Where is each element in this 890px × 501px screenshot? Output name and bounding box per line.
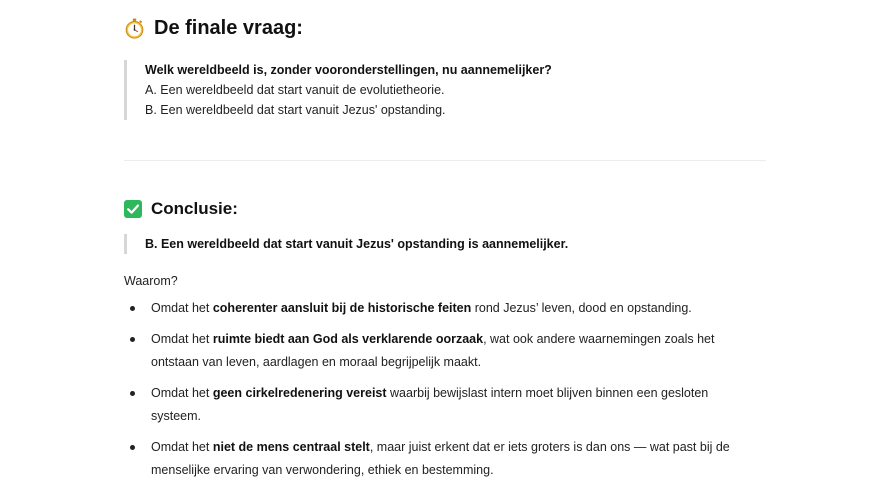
check-mark-icon — [124, 200, 142, 218]
reason-post: rond Jezus’ leven, dood en opstanding. — [471, 301, 692, 315]
bullet-icon — [130, 306, 135, 311]
reason-bold: niet de mens centraal stelt — [212, 440, 370, 454]
finale-title: De finale vraag: — [154, 16, 303, 39]
reason-bold: coherenter aansluit bij de historische feiten — [212, 301, 472, 315]
reason-pre: Omdat het — [151, 440, 213, 454]
reason-pre: Omdat het — [151, 301, 213, 315]
list-item — [124, 436, 754, 482]
bullet-icon — [130, 445, 135, 450]
list-item — [124, 328, 754, 374]
reason-post: waarbij bewijslast intern moet blijven binnen een gesloten systeem. — [151, 386, 709, 423]
reason-bold: geen cirkelredenering vereist — [212, 386, 387, 400]
stopwatch-icon — [124, 18, 145, 39]
list-item — [124, 382, 754, 428]
reason-post: , maar juist erkent dat er iets groters is dan ons — wat past bij de menselijke ervaring van verwondering, ethiek en bestemming. — [151, 440, 730, 477]
list-item — [124, 297, 754, 320]
reason-pre: Omdat het — [151, 386, 213, 400]
option-a: A. Een wereldbeeld dat start vanuit de evolutietheorie. — [145, 83, 445, 97]
question-blockquote — [124, 60, 552, 120]
reason-bold: ruimte biedt aan God als verklarende oorzaak — [212, 332, 484, 346]
finale-heading — [124, 14, 303, 42]
conclusion-blockquote — [124, 234, 568, 254]
conclusie-title: Conclusie: — [151, 199, 238, 218]
conclusion-text: B. Een wereldbeeld dat start vanuit Jezus' opstanding is aannemelijker. — [145, 237, 569, 251]
conclusie-heading — [124, 197, 238, 221]
bullet-icon — [130, 391, 135, 396]
reason-post: , wat ook andere waarnemingen zoals het ontstaan van leven, aardlagen en moraal begrijpelijk maakt. — [151, 332, 715, 369]
option-b: B. Een wereldbeeld dat start vanuit Jezus' opstanding. — [145, 103, 446, 117]
reason-pre: Omdat het — [151, 332, 213, 346]
bullet-icon — [130, 337, 135, 342]
waarom-label: Waarom? — [124, 274, 178, 288]
reasons-list — [124, 297, 754, 490]
section-divider — [124, 160, 766, 161]
question-title: Welk wereldbeeld is, zonder vooronderstellingen, nu aannemelijker? — [145, 63, 552, 77]
